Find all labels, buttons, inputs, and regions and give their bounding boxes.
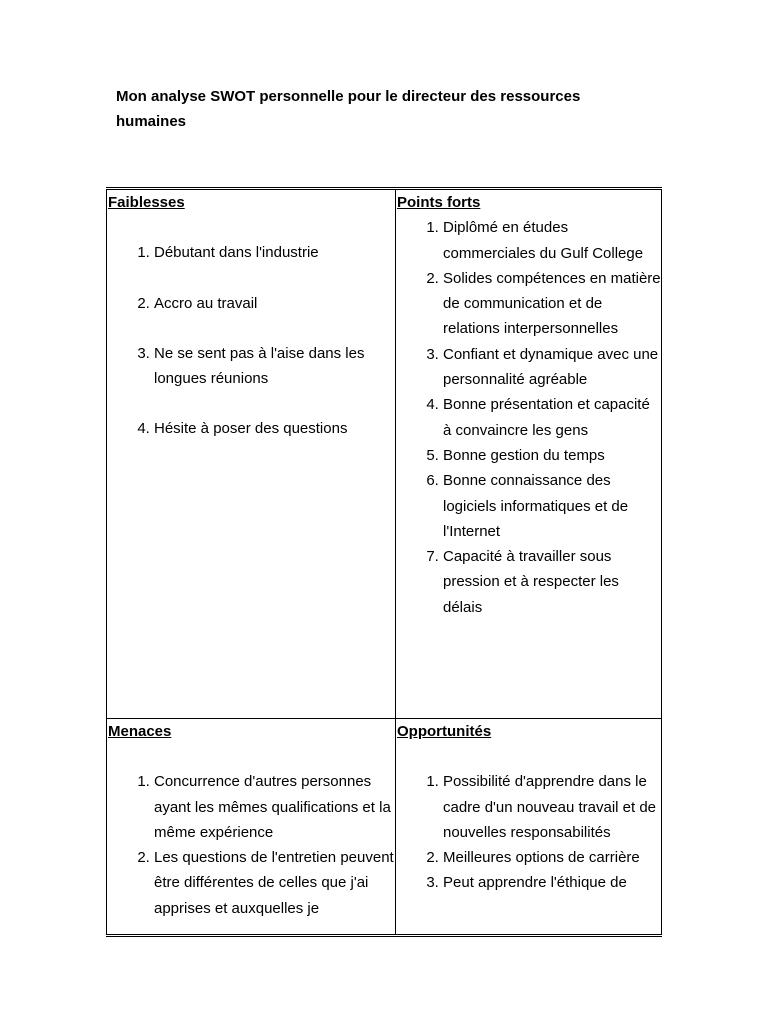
- list-item: 1. Diplômé en études commerciales du Gulf College: [443, 215, 661, 266]
- list-item: 1. Débutant dans l'industrie: [154, 240, 395, 265]
- opportunities-cell: [396, 719, 662, 936]
- list-item: 2. Accro au travail: [154, 291, 395, 316]
- list-item: 3. Peut apprendre l'éthique de: [443, 870, 661, 895]
- list-item: 2. Meilleures options de carrière: [443, 845, 661, 870]
- threats-cell: [107, 719, 396, 936]
- list-item: 1. Concurrence d'autres personnes ayant les mêmes qualifications et la même expérience: [154, 769, 395, 845]
- list-item: 5. Bonne gestion du temps: [443, 443, 661, 468]
- list-item: 2. Les questions de l'entretien peuvent être différentes de celles que j'ai apprises et auxquelles je: [154, 845, 395, 921]
- opportunities-heading: Opportunités: [397, 723, 492, 740]
- opportunities-list: [396, 769, 661, 895]
- list-item: 1. Possibilité d'apprendre dans le cadre d'un nouveau travail et de nouvelles responsabilités: [443, 769, 661, 845]
- threats-list: [107, 769, 395, 921]
- list-item: 4. Hésite à poser des questions: [154, 416, 395, 441]
- list-item: 3. Confiant et dynamique avec une personnalité agréable: [443, 342, 661, 393]
- list-item: 4. Bonne présentation et capacité à convaincre les gens: [443, 392, 661, 443]
- weaknesses-heading: Faiblesses: [108, 194, 185, 211]
- strengths-heading: Points forts: [397, 194, 481, 211]
- list-item: 6. Bonne connaissance des logiciels informatiques et de l'Internet: [443, 468, 661, 544]
- strengths-cell: [396, 189, 662, 719]
- weaknesses-cell: [107, 189, 396, 719]
- strengths-list: [396, 215, 661, 620]
- list-item: 2. Solides compétences en matière de communication et de relations interpersonnelles: [443, 266, 661, 342]
- list-item: 7. Capacité à travailler sous pression et à respecter les délais: [443, 544, 661, 620]
- threats-heading: Menaces: [108, 723, 172, 740]
- weaknesses-list: [107, 240, 395, 441]
- page-title: Mon analyse SWOT personnelle pour le directeur des ressources humaines: [116, 88, 581, 130]
- list-item: 3. Ne se sent pas à l'aise dans les longues réunions: [154, 341, 395, 392]
- swot-table: [106, 187, 662, 937]
